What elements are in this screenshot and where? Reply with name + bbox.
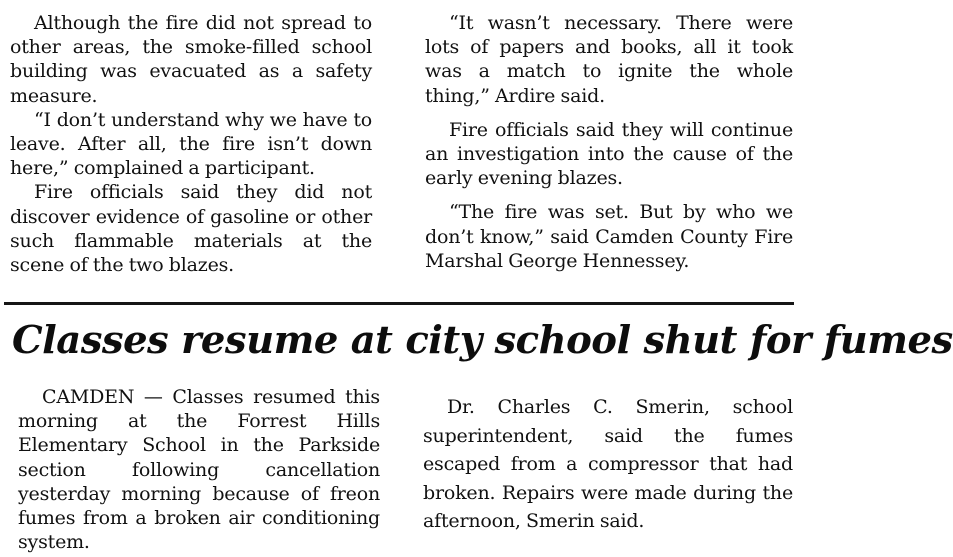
section-divider — [4, 302, 794, 305]
paragraph: “The fire was set. But by who we don’t know,” said Camden County Fire Marshal George Hennessey. — [425, 201, 793, 272]
top-right-column — [425, 11, 793, 273]
paragraph: Although the fire did not spread to other areas, the smoke-filled school building was evacuated as a safety measure. — [10, 12, 372, 107]
paragraph: Fire officials said they will continue an investigation into the cause of the early evening blazes. — [425, 118, 793, 190]
article-left-column — [18, 385, 380, 554]
paragraph: Dr. Charles C. Smerin, school superintendent, said the fumes escaped from a compressor that had broken. Repairs were made during the afternoon, Smerin said. — [423, 396, 793, 533]
paragraph: CAMDEN — Classes resumed this morning at the Forrest Hills Elementary School in the Parkside section following cancellation yesterday morning because of freon fumes from a broken air conditioning system. — [18, 386, 380, 554]
paragraph: “I don’t understand why we have to leave. After all, the fire isn’t down here,” complained a participant. — [10, 108, 372, 180]
paragraph: Fire officials said they did not discover evidence of gasoline or other such flammable materials at the scene of the two blazes. — [10, 181, 372, 277]
paragraph: “It wasn’t necessary. There were lots of papers and books, all it took was a match to ignite the whole thing,” Ardire said. — [425, 12, 793, 107]
article-headline: Classes resume at city school shut for fumes — [12, 318, 953, 363]
top-left-column — [10, 11, 372, 277]
article-right-column — [423, 393, 793, 536]
